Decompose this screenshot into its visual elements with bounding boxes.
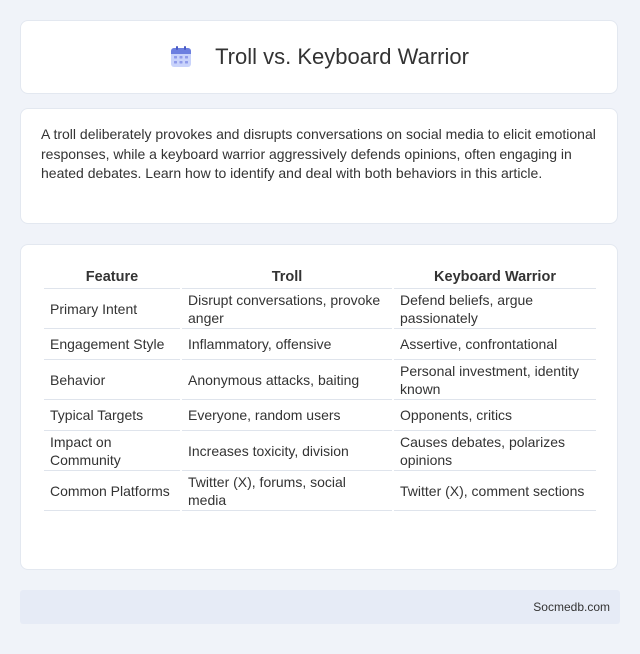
table-cell: Twitter (X), forums, social media	[182, 471, 392, 511]
table-cell: Opponents, critics	[394, 400, 596, 431]
table-cell: Twitter (X), comment sections	[394, 471, 596, 511]
calendar-icon	[169, 45, 193, 69]
page-title: Troll vs. Keyboard Warrior	[215, 44, 469, 69]
table-cell: Inflammatory, offensive	[182, 329, 392, 360]
title-card	[20, 20, 618, 94]
footer	[20, 590, 620, 624]
table-row	[44, 289, 596, 329]
table-cell: Typical Targets	[44, 400, 180, 431]
comparison-card	[20, 244, 618, 570]
table-cell: Impact on Community	[44, 431, 180, 471]
table-row	[44, 400, 596, 431]
table-header-row	[44, 267, 596, 289]
table-cell: Increases toxicity, division	[182, 431, 392, 471]
comparison-table	[42, 267, 598, 511]
column-header-feature: Feature	[44, 267, 180, 289]
column-header-troll: Troll	[182, 267, 392, 289]
table-cell: Disrupt conversations, provoke anger	[182, 289, 392, 329]
table-cell: Assertive, confrontational	[394, 329, 596, 360]
intro-text: A troll deliberately provokes and disrupts conversations on social media to elicit emotional responses, while a keyboard warrior aggressively defends opinions, often engaging in heated debates. Learn how to identify and deal with both behaviors in this article.	[41, 126, 596, 181]
table-row	[44, 360, 596, 400]
table-cell: Personal investment, identity known	[394, 360, 596, 400]
table-row	[44, 329, 596, 360]
intro-card	[20, 108, 618, 224]
footer-site-link[interactable]: Socmedb.com	[533, 600, 610, 614]
table-cell: Common Platforms	[44, 471, 180, 511]
table-cell: Anonymous attacks, baiting	[182, 360, 392, 400]
table-cell: Causes debates, polarizes opinions	[394, 431, 596, 471]
column-header-keyboard-warrior: Keyboard Warrior	[394, 267, 596, 289]
table-cell: Behavior	[44, 360, 180, 400]
table-cell: Everyone, random users	[182, 400, 392, 431]
table-cell: Defend beliefs, argue passionately	[394, 289, 596, 329]
table-row	[44, 431, 596, 471]
table-row	[44, 471, 596, 511]
table-cell: Engagement Style	[44, 329, 180, 360]
table-cell: Primary Intent	[44, 289, 180, 329]
